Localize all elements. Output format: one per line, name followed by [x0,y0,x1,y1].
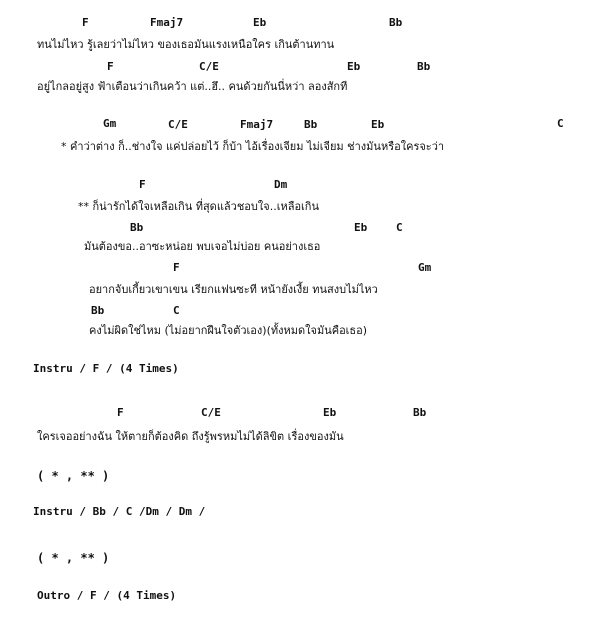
lyric-line: ** ก็น่ารักได้ใจเหลือเกิน ที่สุดแล้วชอบใจ..เหลือเกิน [78,200,319,213]
chord: Fmaj7 [150,16,184,29]
chord: Eb [371,118,385,131]
chord: F [82,16,89,29]
chord: F [173,261,180,274]
chord: C/E [201,406,221,419]
repeat-marker: ( * , ** ) [37,551,110,565]
chord: Gm [418,261,432,274]
lyric-line: อยากจับเกี้ยวเขาเขน เรียกแฟนซะที หน้ายังเงี้ย ทนสงบไม่ไหว [89,283,378,296]
chord: Bb [91,304,105,317]
chord: Eb [354,221,368,234]
chord: C/E [168,118,188,131]
chord: Dm [274,178,288,191]
chord: C [173,304,180,317]
chord: Eb [253,16,267,29]
chord: Bb [304,118,318,131]
chord: F [139,178,146,191]
lyric-line: * คำว่าต่าง ก็..ช่างใจ แค่ปล่อยไว้ ก็บ้า ไอ้เรื่องเจียม ไม่เจียม ช่างมันหรือใครจะว่า [61,140,445,153]
chord: Eb [323,406,337,419]
outro-line: Outro / F / (4 Times) [37,589,177,602]
chord: Gm [103,117,117,130]
chord: Bb [389,16,403,29]
chord: Bb [413,406,427,419]
chord: F [117,406,124,419]
repeat-marker: ( * , ** ) [37,469,110,483]
lyric-line: คงไม่ผิดใช่ไหม (ไม่อยากฝืนใจตัวเอง)(ทั้งหมดใจมันคือเธอ) [89,324,368,337]
lyric-line: ใครเจออย่างฉัน ให้ตายก็ต้องคิด ถึงรู้พรหมไม่ได้ลิขิต เรื่องของมัน [37,430,344,443]
chord: Fmaj7 [240,118,274,131]
chord: Eb [347,60,361,73]
chord: F [107,60,114,73]
chord: Bb [417,60,431,73]
chord: C/E [199,60,219,73]
lyric-line: มันต้องขอ..อาซะหน่อย พบเจอไม่บ่อย คนอย่างเธอ [84,240,321,253]
lyric-line: อยู่ไกลอยู่สูง ฟ้าเตือนว่าเกินคว้า แต่..ฮึ.. คนด้วยกันนี่หว่า ลองสักที [37,80,348,93]
chord: Bb [130,221,144,234]
instrumental-line: Instru / F / (4 Times) [33,362,179,375]
chord: C [396,221,403,234]
lyric-line: ทนไม่ไหว รู้เลยว่าไม่ไหว ของเธอมันแรงเหนือใคร เกินต้านทาน [37,38,335,51]
chord: C [557,117,564,130]
instrumental-line: Instru / Bb / C /Dm / Dm / [33,505,206,518]
